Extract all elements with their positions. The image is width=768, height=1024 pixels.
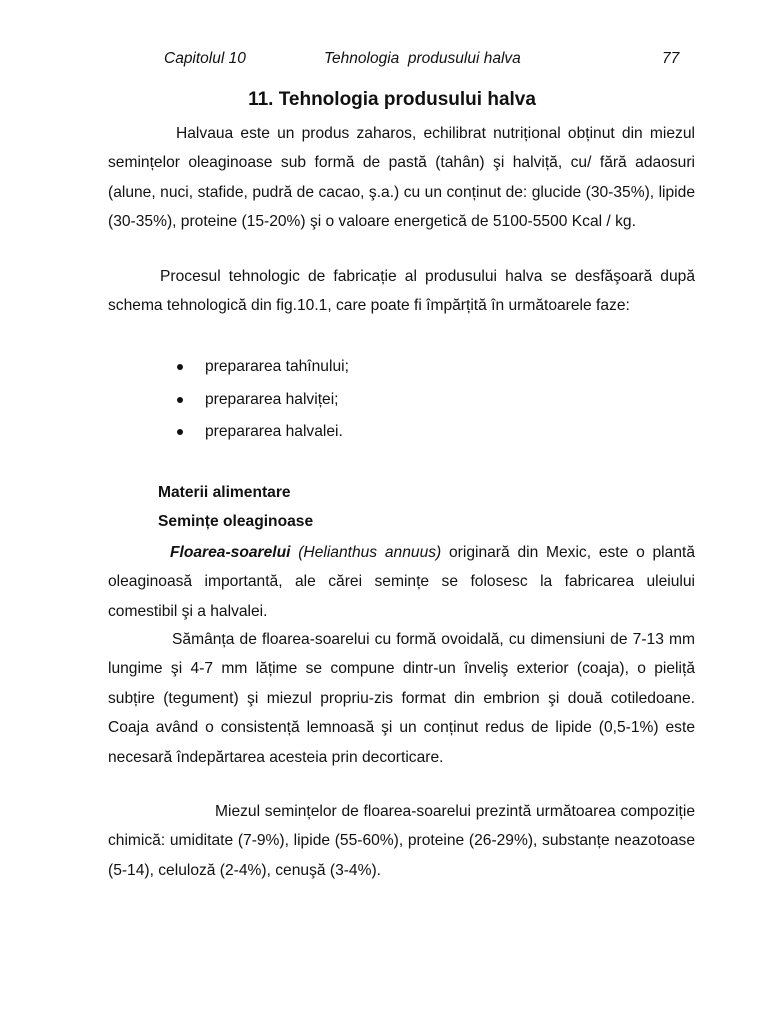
page-header <box>0 50 768 72</box>
paragraph-intro-block <box>108 119 695 237</box>
list-item <box>175 352 349 385</box>
bullet-icon <box>177 429 183 435</box>
bullet-icon <box>177 397 183 403</box>
paragraph-composition-block <box>108 797 695 885</box>
phase-label: prepararea halvalei. <box>205 423 343 440</box>
section-title: 11. Tehnologia produsului halva <box>248 89 536 110</box>
subheading-raw-materials: Materii alimentare <box>158 484 291 501</box>
bullet-icon <box>177 364 183 370</box>
subheading-oilseeds: Semințe oleaginoase <box>158 513 314 530</box>
sunflower-latin: (Helianthus annuus) <box>298 544 442 561</box>
phases-list <box>175 352 349 450</box>
paragraph-sunflower <box>108 538 695 626</box>
sunflower-name: Floarea-soarelui <box>170 544 291 561</box>
list-item <box>175 385 349 418</box>
paragraph-composition: Miezul semințelor de floarea-soarelui prezintă următoarea compoziție chimică: umiditate (7-9%), lipide (55-60%), proteine (26-29%), substanțe neazotoase (5-14), celuloză (2-4%), cenuşă (3-4%). <box>108 803 695 879</box>
phase-label: prepararea halviței; <box>205 390 339 408</box>
header-chapter: Capitolul 10 <box>164 50 246 67</box>
phase-label: prepararea tahînului; <box>205 358 349 375</box>
list-item <box>175 417 349 450</box>
paragraph-process-block <box>108 262 695 321</box>
header-page-number: 77 <box>662 50 680 67</box>
sunflower-text: originară din Mexic, este o plantă oleaginoasă importantă, ale cărei semințe se folosesc la fabricarea uleiului comestibil şi a halvalei. <box>108 544 695 620</box>
paragraph-seed: Sămânța de floarea-soarelui cu formă ovoidală, cu dimensiuni de 7-13 mm lungime şi 4-7 mm lățime se compune dintr-un înveliş exterior (coaja), o pieliță subțire (tegument) şi miezul propriu-zis format din embrion şi două cotiledoane. Coaja având o consistență lemnoasă şi un conținut redus de lipide (0,5-1%) este necesară îndepărtarea acesteia prin decorticare. <box>108 631 695 766</box>
paragraph-process: Procesul tehnologic de fabricație al produsului halva se desfăşoară după schema tehnologică din fig.10.1, care poate fi împărțită în următoarele faze: <box>108 268 695 315</box>
paragraph-sunflower-block <box>108 538 695 626</box>
paragraph-seed-block <box>108 625 695 772</box>
header-topic: Tehnologia produsului halva <box>324 50 521 67</box>
paragraph-intro: Halvaua este un produs zaharos, echilibrat nutrițional obținut din miezul semințelor oleaginoase sub formă de pastă (tahân) şi halviță, cu/ fără adaosuri (alune, nuci, stafide, pudră de cacao, ş.a.) cu un conținut de: glucide (30-35%), lipide (30-35%), proteine (15-20%) şi o valoare energetică de 5100-5500 Kcal / kg. <box>108 125 695 231</box>
